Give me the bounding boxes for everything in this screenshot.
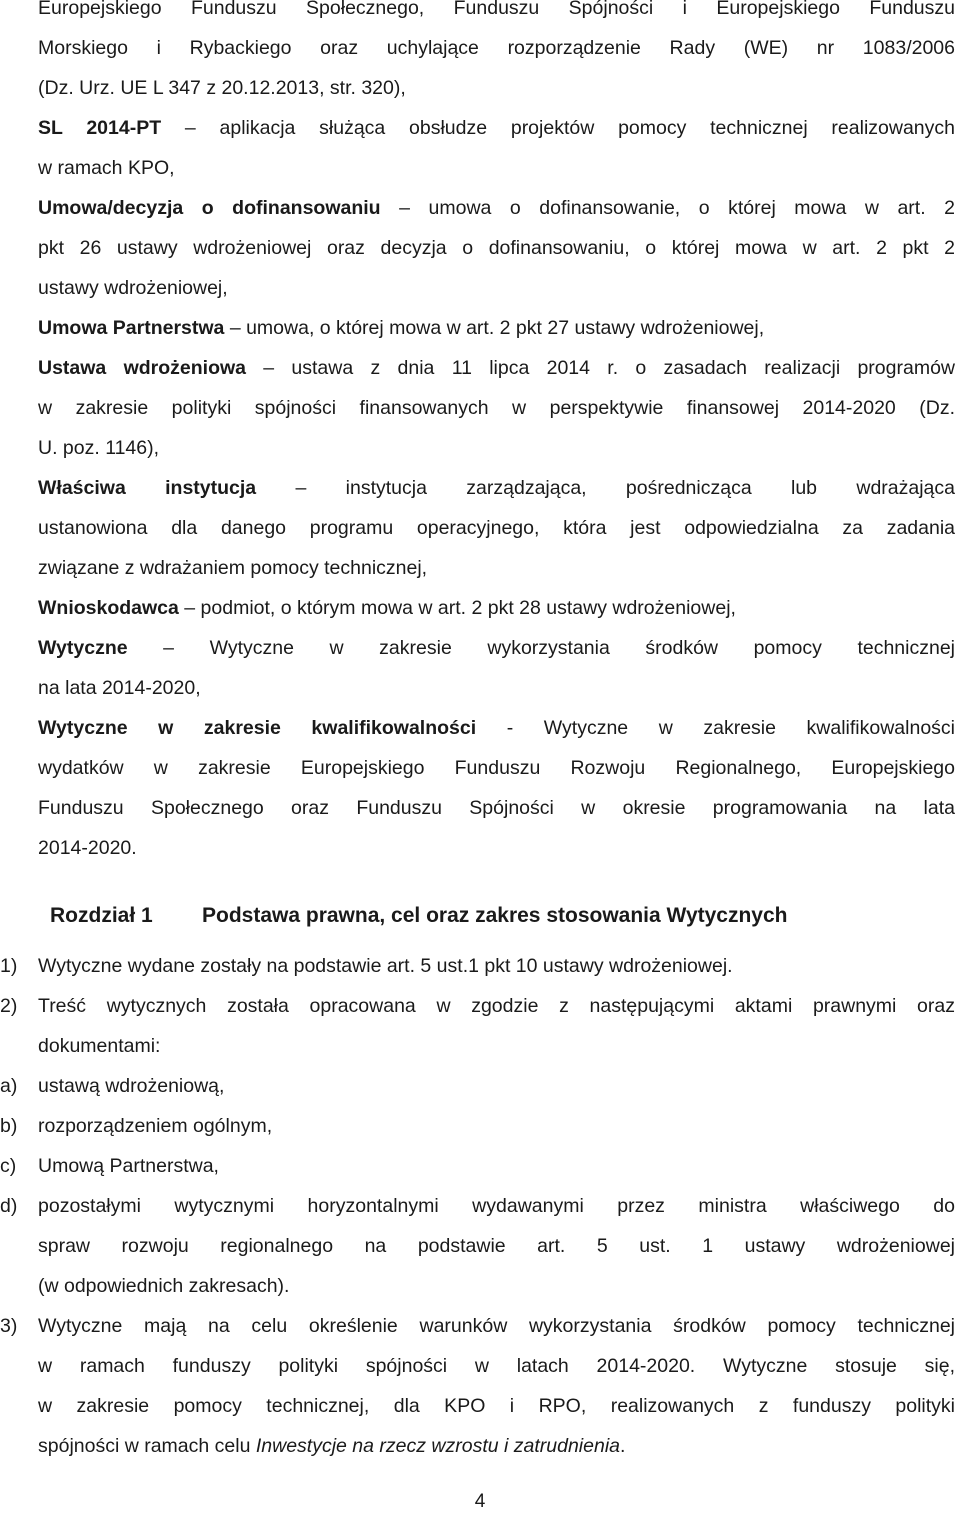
list-marker: a) [0, 1075, 18, 1097]
text-line: (Dz. Urz. UE L 347 z 20.12.2013, str. 320), [38, 77, 406, 99]
text-line: ustanowiona dla danego programu operacyjnego, która jest odpowiedzialna za zadania [38, 517, 955, 539]
page-number: 4 [474, 1491, 486, 1512]
text-line: wydatków w zakresie Europejskiego Funduszu Rozwoju Regionalnego, Europejskiego [38, 757, 955, 779]
text-line: w zakresie polityki spójności finansowanych w perspektywie finansowej 2014-2020 (Dz. [38, 397, 955, 419]
text-line: Treść wytycznych została opracowana w zgodzie z następującymi aktami prawnymi oraz [38, 995, 955, 1017]
definition-text: – Wytyczne w zakresie wykorzystania środków pomocy technicznej [127, 637, 955, 659]
text-line: Morskiego i Rybackiego oraz uchylające rozporządzenie Rady (WE) nr 1083/2006 [38, 37, 955, 59]
text-line: ustawy wdrożeniowej, [38, 277, 228, 299]
text-line: pkt 26 ustawy wdrożeniowej oraz decyzja o dofinansowaniu, o której mowa w art. 2 pkt 2 [38, 237, 955, 259]
list-marker: 1) [0, 955, 18, 977]
numbered-list [0, 946, 955, 1466]
chapter-number: Rozdział 1 [50, 904, 153, 927]
definition-wnioskodawca [38, 588, 955, 628]
list-marker: 2) [0, 995, 18, 1017]
definition-term: Umowa/decyzja o dofinansowaniu [38, 197, 381, 219]
text-line: pozostałymi wytycznymi horyzontalnymi wydawanymi przez ministra właściwego do [38, 1195, 955, 1217]
text-line [38, 308, 955, 348]
definition-text: – aplikacja służąca obsłudze projektów pomocy technicznej realizowanych [161, 117, 955, 139]
text-fragment: spójności w ramach celu [38, 1435, 256, 1457]
text-line [38, 1426, 955, 1466]
text-line: dokumentami: [38, 1035, 161, 1057]
list-item [0, 1106, 955, 1146]
text-line: na lata 2014-2020, [38, 677, 201, 699]
list-marker: 3) [0, 1315, 18, 1337]
text-line: związane z wdrażaniem pomocy technicznej, [38, 557, 428, 579]
chapter-heading [50, 896, 788, 936]
definition-sl2014pt [38, 108, 955, 188]
text-line: Funduszu Społecznego oraz Funduszu Spójności w okresie programowania na lata [38, 797, 955, 819]
text-line [38, 348, 955, 388]
definition-text: – podmiot, o którym mowa w art. 2 pkt 28 ustawy wdrożeniowej, [178, 597, 736, 619]
definition-text: – umowa o dofinansowanie, o której mowa w art. 2 [380, 197, 956, 219]
list-item [0, 986, 955, 1066]
text-line: w ramach funduszy polityki spójności w latach 2014-2020. Wytyczne stosuje się, [38, 1355, 955, 1377]
list-item [0, 1306, 955, 1466]
text-line: spraw rozwoju regionalnego na podstawie art. 5 ust. 1 ustawy wdrożeniowej [38, 1235, 955, 1257]
definition-term: Wnioskodawca [38, 597, 179, 619]
text-line [38, 628, 955, 668]
text-line: Europejskiego Funduszu Społecznego, Funduszu Spójności i Europejskiego Funduszu [38, 0, 955, 19]
text-line: 2014-2020. [38, 837, 137, 859]
text-line: Wytyczne mają na celu określenie warunków wykorzystania środków pomocy technicznej [38, 1315, 955, 1337]
definition-ustawa-wdrozeniowa [38, 348, 955, 468]
text-fragment: . [620, 1435, 626, 1457]
text-line: w zakresie pomocy technicznej, dla KPO i RPO, realizowanych z funduszy polityki [38, 1395, 955, 1417]
text-line: (w odpowiednich zakresach). [38, 1275, 290, 1297]
text-line [38, 708, 955, 748]
list-marker: b) [0, 1115, 18, 1137]
definition-wytyczne [38, 628, 955, 708]
definition-text: – instytucja zarządzająca, pośrednicząca lub wdrażająca [256, 477, 955, 499]
definition-term: Ustawa wdrożeniowa [38, 357, 246, 379]
list-item [0, 1146, 955, 1186]
list-item [0, 946, 955, 986]
text-line [38, 188, 955, 228]
text-line: U. poz. 1146), [38, 437, 160, 459]
text-line [38, 588, 955, 628]
text-line: rozporządzeniem ogólnym, [38, 1115, 273, 1137]
definition-term: Wytyczne [38, 637, 128, 659]
definition-umowa-partnerstwa [38, 308, 955, 348]
text-line: Wytyczne wydane zostały na podstawie art. 5 ust.1 pkt 10 ustawy wdrożeniowej. [38, 955, 733, 977]
list-marker: c) [0, 1155, 17, 1177]
list-marker: d) [0, 1195, 18, 1217]
definition-term: Umowa Partnerstwa [38, 317, 225, 339]
definition-term: SL 2014-PT [38, 117, 162, 139]
definition-wytyczne-kwalifikowalnosci [38, 708, 955, 868]
definition-text: - Wytyczne w zakresie kwalifikowalności [476, 717, 955, 739]
italic-program-name: Inwestycje na rzecz wzrostu i zatrudnienia [255, 1435, 621, 1457]
list-item [0, 1186, 955, 1306]
text-line: Umową Partnerstwa, [38, 1155, 219, 1177]
chapter-title: Podstawa prawna, cel oraz zakres stosowania Wytycznych [202, 904, 788, 927]
definition-continuation [38, 0, 955, 108]
text-line: ustawą wdrożeniową, [38, 1075, 225, 1097]
text-line [38, 468, 955, 508]
definition-text: – ustawa z dnia 11 lipca 2014 r. o zasadach realizacji programów [246, 357, 955, 379]
definition-wlasciwa-instytucja [38, 468, 955, 588]
definition-umowa-decyzja [38, 188, 955, 308]
definition-term: Właściwa instytucja [38, 477, 257, 499]
list-item [0, 1066, 955, 1106]
definition-text: – umowa, o której mowa w art. 2 pkt 27 ustawy wdrożeniowej, [224, 317, 765, 339]
definition-term: Wytyczne w zakresie kwalifikowalności [38, 717, 477, 739]
text-line [38, 108, 955, 148]
text-line: w ramach KPO, [38, 157, 175, 179]
